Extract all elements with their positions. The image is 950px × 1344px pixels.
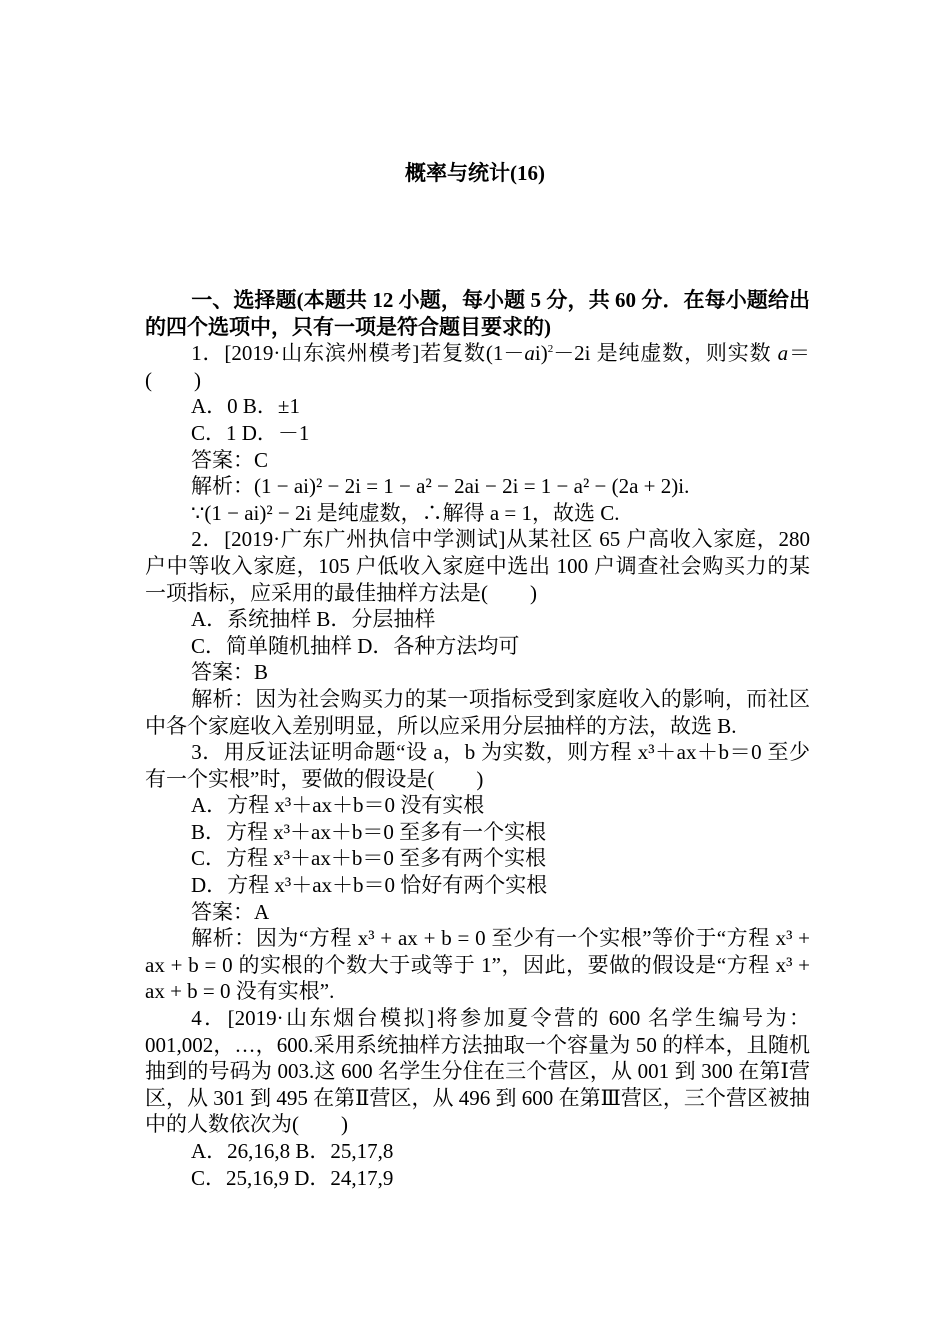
question-3-stem: 3．用反证法证明命题“设 a，b 为实数，则方程 x³＋ax＋b＝0 至少有一个实根”时，要做的假设是( ) bbox=[145, 740, 810, 791]
question-2-answer: 答案：B bbox=[191, 660, 269, 685]
question-3-option: B．方程 x³＋ax＋b＝0 至多有一个实根 bbox=[191, 819, 547, 844]
question-4-option-row: A．26,16,8 B．25,17,8 bbox=[191, 1139, 394, 1163]
question-3-option: A．方程 x³＋ax＋b＝0 没有实根 bbox=[191, 793, 485, 818]
question-3-option: D．方程 x³＋ax＋b＝0 恰好有两个实根 bbox=[191, 873, 548, 898]
question-1-analysis: 解析：(1 − ai)² − 2i = 1 − a² − 2ai − 2i = 1 − a² − (2a + 2)i. bbox=[191, 474, 690, 499]
question-2-stem: 2．[2019·广东广州执信中学测试]从某社区 65 户高收入家庭，280 户中等收入家庭，105 户低收入家庭中选出 100 户调查社会购买力的某一项指标，应采用的最佳抽样方法是( ) bbox=[145, 527, 810, 605]
question-3-analysis: 解析：因为“方程 x³ + ax + b = 0 至少有一个实根”等价于“方程 x³ + ax + b = 0 的实根的个数大于或等于 1”，因此，要做的假设是“方程 x³ + ax + b = 0 没有实根”. bbox=[145, 926, 811, 1004]
question-2-option-row: A．系统抽样 B．分层抽样 bbox=[191, 607, 436, 632]
question-3-answer: 答案：A bbox=[191, 899, 270, 924]
question-4-option-row: C．25,16,9 D．24,17,9 bbox=[191, 1165, 394, 1190]
page-title: 概率与统计(16) bbox=[405, 161, 545, 185]
question-1-answer: 答案：C bbox=[191, 447, 269, 472]
question-1-stem: 1．[2019·山东滨州模考]若复数$(1-ai)^2-2i$ 是纯虚数，则实数 a＝( ) bbox=[145, 341, 811, 392]
question-1-option-row: C．1 D．－1 bbox=[191, 420, 310, 445]
question-4-stem: 4．[2019·山东烟台模拟]将参加夏令营的 600 名学生编号为：001,002，…，600.采用系统抽样方法抽取一个容量为 50 的样本，且随机抽到的号码为 003.这 600 名学生分住在三个营区，从 001 到 300 在第Ⅰ营区，从 301 到 495 在第Ⅱ营区，从 496 到 600 在第Ⅲ营区，三个营区被抽中的人数依次为( ) bbox=[145, 1006, 810, 1137]
question-2-analysis: 解析：因为社会购买力的某一项指标受到家庭收入的影响，而社区中各个家庭收入差别明显，所以应采用分层抽样的方法，故选 B. bbox=[145, 686, 811, 738]
document-body bbox=[145, 287, 810, 1191]
question-1-analysis-cont: ∵(1 − ai)² − 2i 是纯虚数，∴解得 a = 1，故选 C. bbox=[191, 500, 620, 525]
section-header: 一、选择题(本题共 12 小题，每小题 5 分，共 60 分．在每小题给出的四个选项中，只有一项是符合题目要求的) bbox=[145, 288, 810, 339]
question-2-option-row: C．简单随机抽样 D．各种方法均可 bbox=[191, 633, 520, 658]
question-1-option-row: A．0 B．±1 bbox=[191, 394, 300, 419]
question-3-option: C．方程 x³＋ax＋b＝0 至多有两个实根 bbox=[191, 846, 547, 871]
